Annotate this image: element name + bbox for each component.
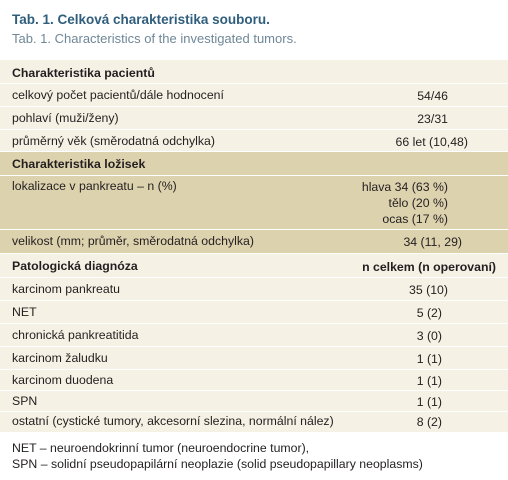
table-row (0, 176, 508, 230)
table-subtitle: Tab. 1. Characteristics of the investigated tumors. (12, 31, 297, 46)
row-value: 8 (2) (416, 415, 442, 429)
row-value-line: tělo (20 %) (388, 196, 448, 210)
row-value: 1 (1) (416, 352, 442, 366)
section-header-patients (0, 60, 508, 84)
table-row (0, 301, 508, 324)
row-label: SPN (12, 394, 38, 408)
table-footnotes (12, 440, 423, 472)
row-label: celkový počet pacientů/dále hodnocení (12, 88, 224, 102)
row-value: 5 (2) (416, 306, 442, 320)
row-value: 3 (0) (416, 329, 442, 343)
row-value (362, 179, 448, 227)
row-value: 54/46 (417, 89, 448, 103)
row-value: 1 (1) (416, 374, 442, 388)
row-label: velikost (mm; průměr, směrodatná odchylka) (12, 234, 254, 248)
table-row (0, 412, 508, 432)
footnote-net: NET – neuroendokrinní tumor (neuroendocrine tumor), (12, 441, 310, 455)
row-label: ostatní (cystické tumory, akcesorní slezina, normální nález) (12, 414, 334, 428)
section-header-value: n celkem (n operovaní) (362, 260, 496, 274)
row-value: 34 (11, 29) (403, 235, 462, 249)
section-header-label: Charakteristika ložisek (12, 157, 146, 171)
row-label: karcinom žaludku (12, 351, 108, 365)
row-value: 23/31 (417, 112, 448, 126)
table-row (0, 278, 508, 301)
section-header-pathology (0, 254, 508, 278)
row-value-line: hlava 34 (63 %) (361, 180, 448, 194)
row-label: karcinom duodena (12, 373, 114, 387)
row-value: 66 let (10,48) (395, 135, 468, 149)
row-label: pohlaví (muži/ženy) (12, 111, 119, 125)
table-row (0, 84, 508, 107)
characteristics-table (0, 60, 508, 432)
row-value-line: ocas (17 %) (382, 212, 448, 226)
table-row (0, 107, 508, 130)
table-row (0, 130, 508, 152)
table-row (0, 230, 508, 254)
table-row (0, 391, 508, 412)
table-row (0, 347, 508, 370)
table-row (0, 324, 508, 347)
row-label: NET (12, 305, 37, 319)
table-title: Tab. 1. Celková charakteristika souboru. (12, 12, 270, 27)
row-label: lokalizace v pankreatu – n (%) (12, 179, 177, 193)
section-header-label: Patologická diagnóza (12, 259, 138, 273)
row-label: karcinom pankreatu (12, 282, 120, 296)
row-label: chronická pankreatitida (12, 328, 139, 342)
table-row (0, 370, 508, 391)
section-header-lesions (0, 152, 508, 176)
row-value: 35 (10) (409, 283, 448, 297)
section-header-label: Charakteristika pacientů (12, 66, 155, 80)
footnote-spn: SPN – solidní pseudopapilární neoplazie (solid pseudopapillary neoplasms) (12, 457, 423, 471)
row-label: průměrný věk (směrodatná odchylka) (12, 134, 215, 148)
row-value: 1 (1) (416, 395, 442, 409)
